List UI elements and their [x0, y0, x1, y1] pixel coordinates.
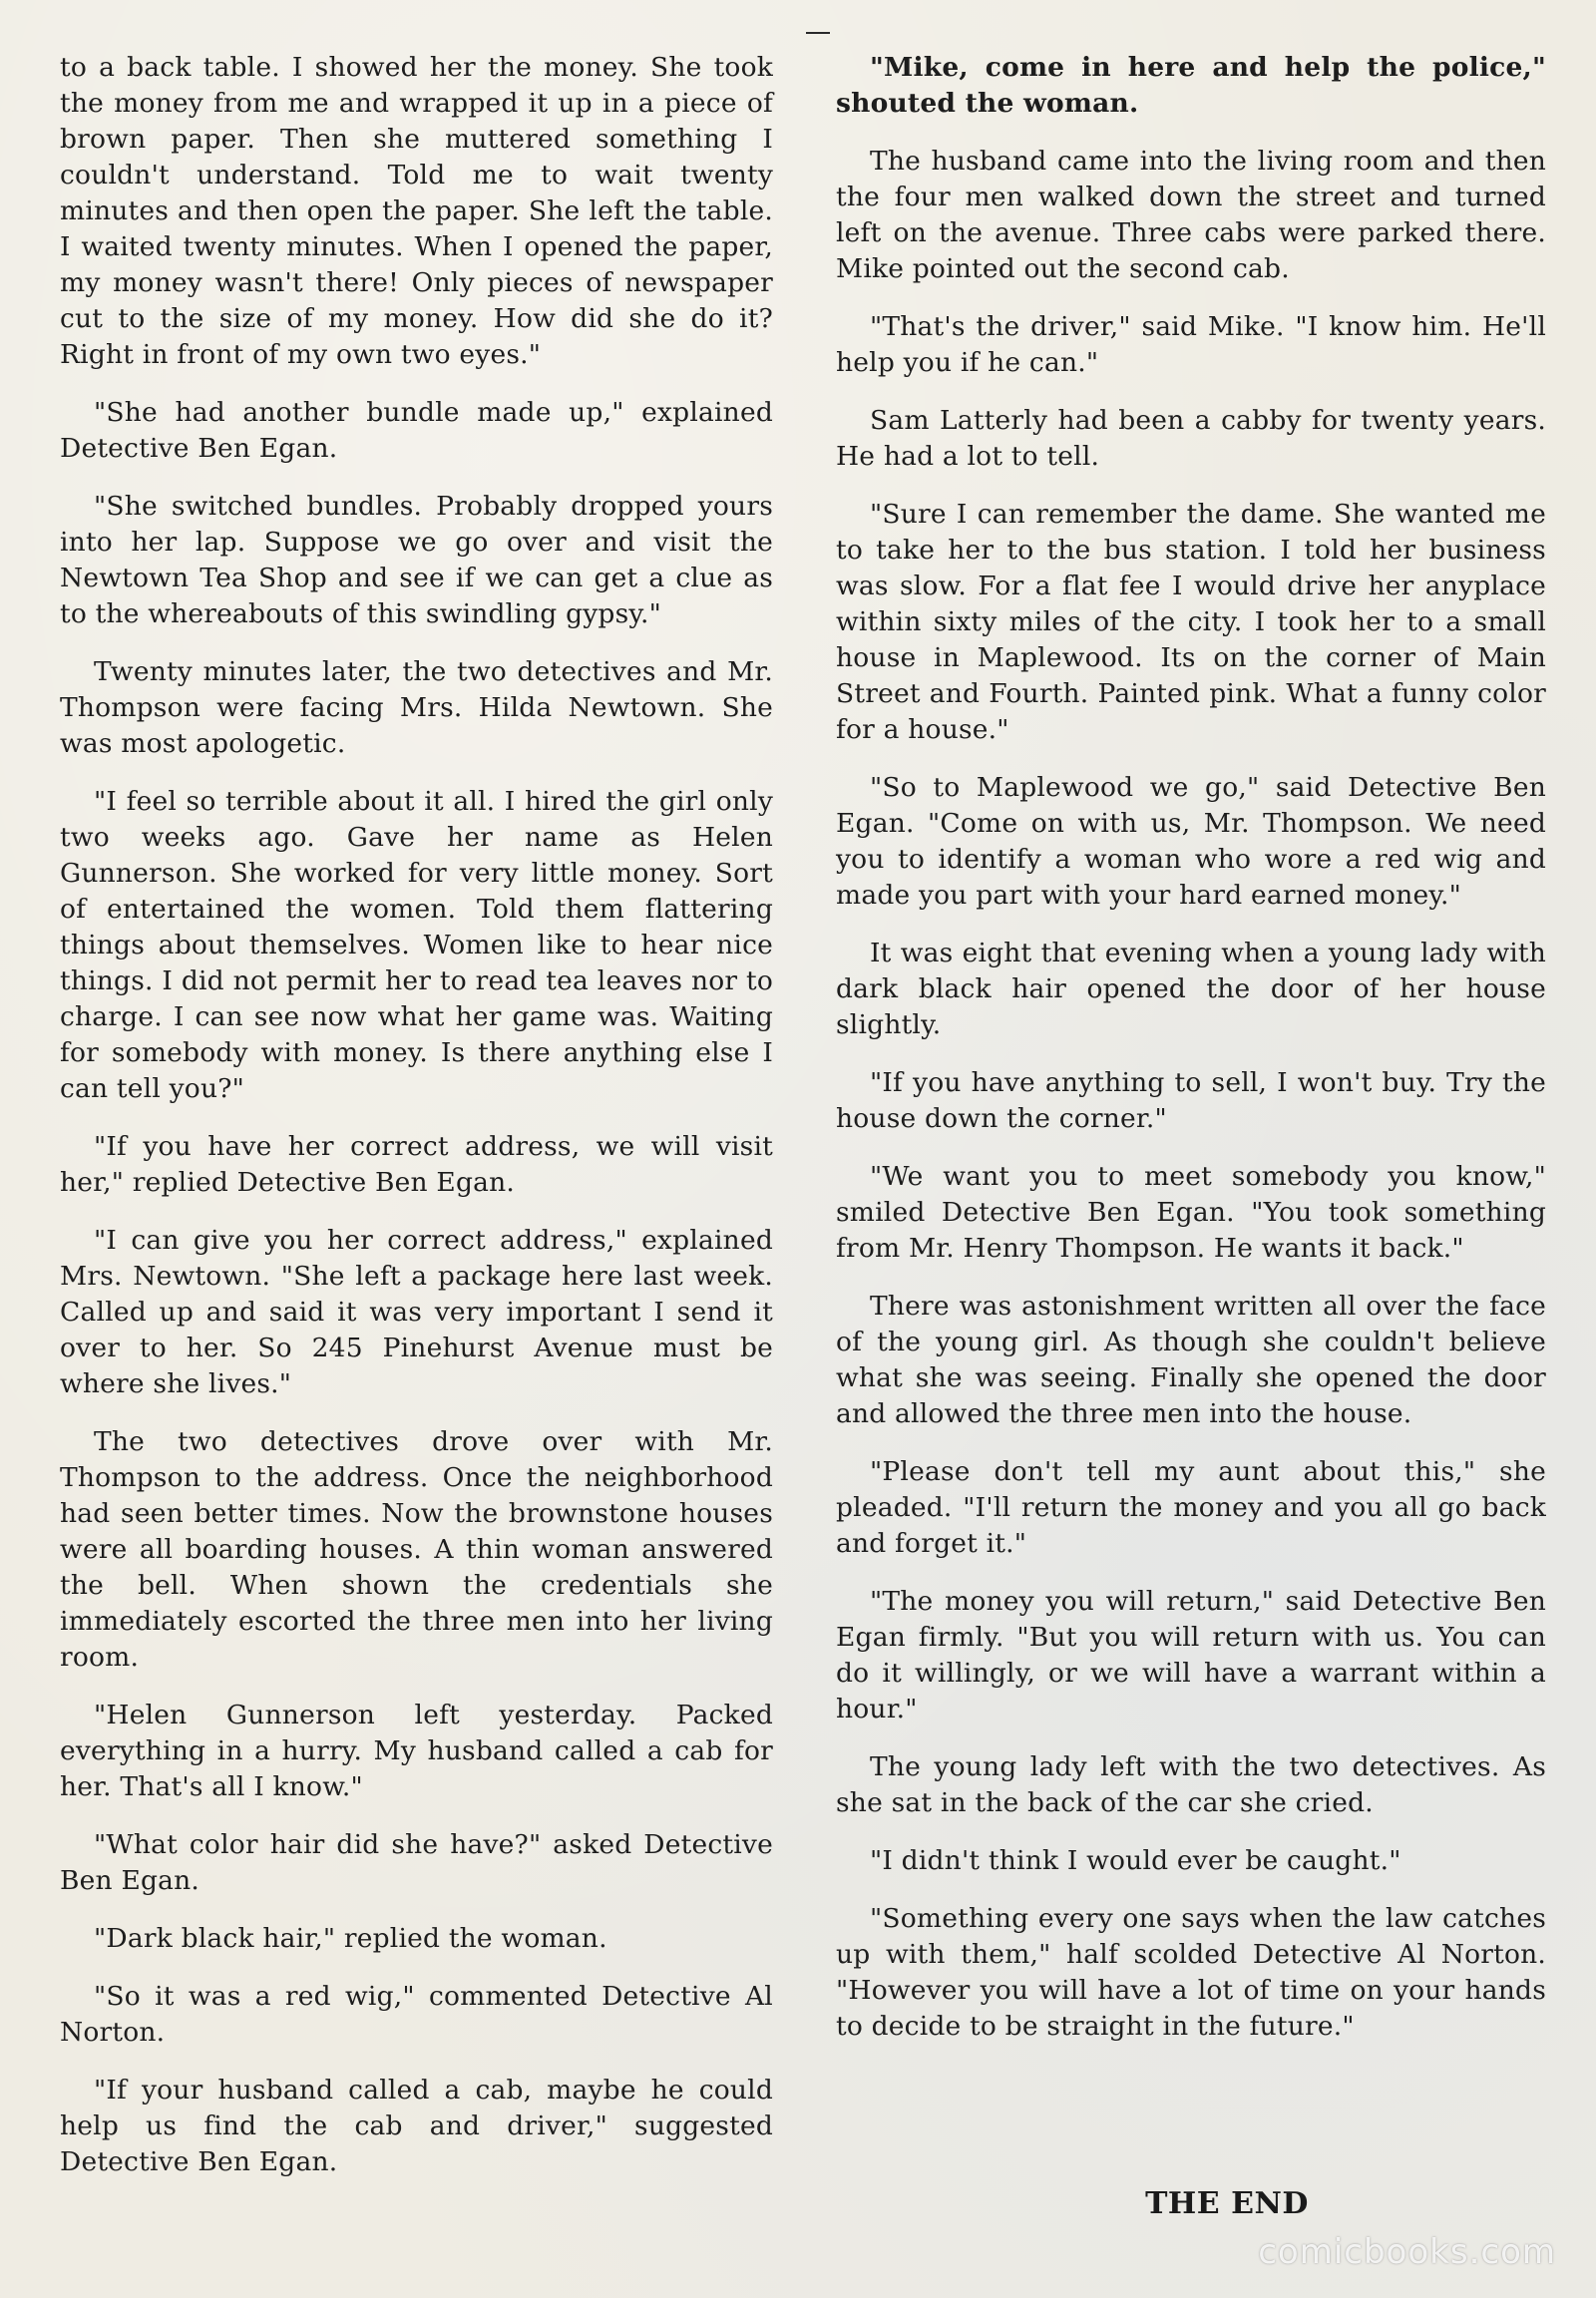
- right-text-column: [836, 50, 1546, 2067]
- paragraph: "Mike, come in here and help the police," shouted the woman.: [836, 52, 1546, 119]
- paragraph: "Something every one says when the law catches up with them," half scolded Detective Al Norton. "However you will have a lot of time on your hands to decide to be straight in the future.": [836, 1903, 1546, 2042]
- paragraph: "I feel so terrible about it all. I hired the girl only two weeks ago. Gave her name as Helen Gunnerson. She worked for very little money. Sort of entertained the women. Told them flattering things about themselves. Women like to hear nice things. I did not permit her to read tea leaves nor to charge. I can see now what her game was. Waiting for somebody with money. Is there anything else I can tell you?": [60, 786, 773, 1104]
- paragraph: "I can give you her correct address," explained Mrs. Newtown. "She left a package here last week. Called up and said it was very important I send it over to her. So 245 Pinehurst Avenue must be where she lives.": [60, 1225, 773, 1399]
- paragraph: "The money you will return," said Detective Ben Egan firmly. "But you will return with us. You can do it willingly, or we will have a warrant within a hour.": [836, 1586, 1546, 1724]
- paragraph: "She switched bundles. Probably dropped yours into her lap. Suppose we go over and visit the Newtown Tea Shop and see if we can get a clue as to the whereabouts of this swindling gypsy.": [60, 491, 773, 629]
- the-end-label: THE END: [1145, 2186, 1309, 2221]
- paragraph: "So to Maplewood we go," said Detective Ben Egan. "Come on with us, Mr. Thompson. We need you to identify a woman who wore a red wig and made you part with your hard earned money.": [836, 772, 1546, 911]
- paragraph: There was astonishment written all over the face of the young girl. As though she couldn't believe what she was seeing. Finally she opened the door and allowed the three men into the house.: [836, 1291, 1546, 1429]
- paragraph: The two detectives drove over with Mr. Thompson to the address. Once the neighborhood had seen better times. Now the brownstone houses were all boarding houses. A thin woman answered the bell. When shown the credentials she immediately escorted the three men into her living room.: [60, 1426, 773, 1673]
- paragraph: The young lady left with the two detectives. As she sat in the back of the car she cried.: [836, 1751, 1546, 1818]
- paragraph: "What color hair did she have?" asked Detective Ben Egan.: [60, 1829, 773, 1896]
- paragraph: "If your husband called a cab, maybe he could help us find the cab and driver," suggested Detective Ben Egan.: [60, 2075, 773, 2177]
- paragraph: "Dark black hair," replied the woman.: [94, 1923, 607, 1954]
- left-text-column: [60, 50, 773, 2202]
- column-divider-mark: [806, 32, 830, 34]
- paragraph: Twenty minutes later, the two detectives and Mr. Thompson were facing Mrs. Hilda Newtown. She was most apologetic.: [60, 656, 773, 759]
- paragraph: The husband came into the living room and then the four men walked down the street and turned left on the avenue. Three cabs were parked there. Mike pointed out the second cab.: [836, 146, 1546, 284]
- paragraph: Sam Latterly had been a cabby for twenty years. He had a lot to tell.: [836, 405, 1546, 472]
- paragraph: "Please don't tell my aunt about this," she pleaded. "I'll return the money and you all go back and forget it.": [836, 1456, 1546, 1559]
- paragraph: "Helen Gunnerson left yesterday. Packed everything in a hurry. My husband called a cab for her. That's all I know.": [60, 1700, 773, 1802]
- paragraph: "She had another bundle made up," explained Detective Ben Egan.: [60, 397, 773, 464]
- paragraph: "That's the driver," said Mike. "I know him. He'll help you if he can.": [836, 311, 1546, 378]
- paragraph: "If you have anything to sell, I won't buy. Try the house down the corner.": [836, 1067, 1546, 1134]
- watermark-text: comicbooks.com: [1258, 2232, 1556, 2272]
- paragraph: "If you have her correct address, we will visit her," replied Detective Ben Egan.: [60, 1131, 773, 1198]
- paragraph: It was eight that evening when a young lady with dark black hair opened the door of her house slightly.: [836, 938, 1546, 1040]
- paragraph: "I didn't think I would ever be caught.": [870, 1845, 1401, 1876]
- paragraph: to a back table. I showed her the money. She took the money from me and wrapped it up in a piece of brown paper. Then she muttered something I couldn't understand. Told me to wait twenty minutes and then open the paper. She left the table. I waited twenty minutes. When I opened the paper, my money wasn't there! Only pieces of newspaper cut to the size of my money. How did she do it? Right in front of my own two eyes.": [60, 52, 773, 370]
- paragraph: "Sure I can remember the dame. She wanted me to take her to the bus station. I told her business was slow. For a flat fee I would drive her anyplace within sixty miles of the city. I took her to a small house in Maplewood. Its on the corner of Main Street and Fourth. Painted pink. What a funny color for a house.": [836, 499, 1546, 745]
- paragraph: "We want you to meet somebody you know," smiled Detective Ben Egan. "You took something from Mr. Henry Thompson. He wants it back.": [836, 1161, 1546, 1264]
- paragraph: "So it was a red wig," commented Detective Al Norton.: [60, 1981, 773, 2048]
